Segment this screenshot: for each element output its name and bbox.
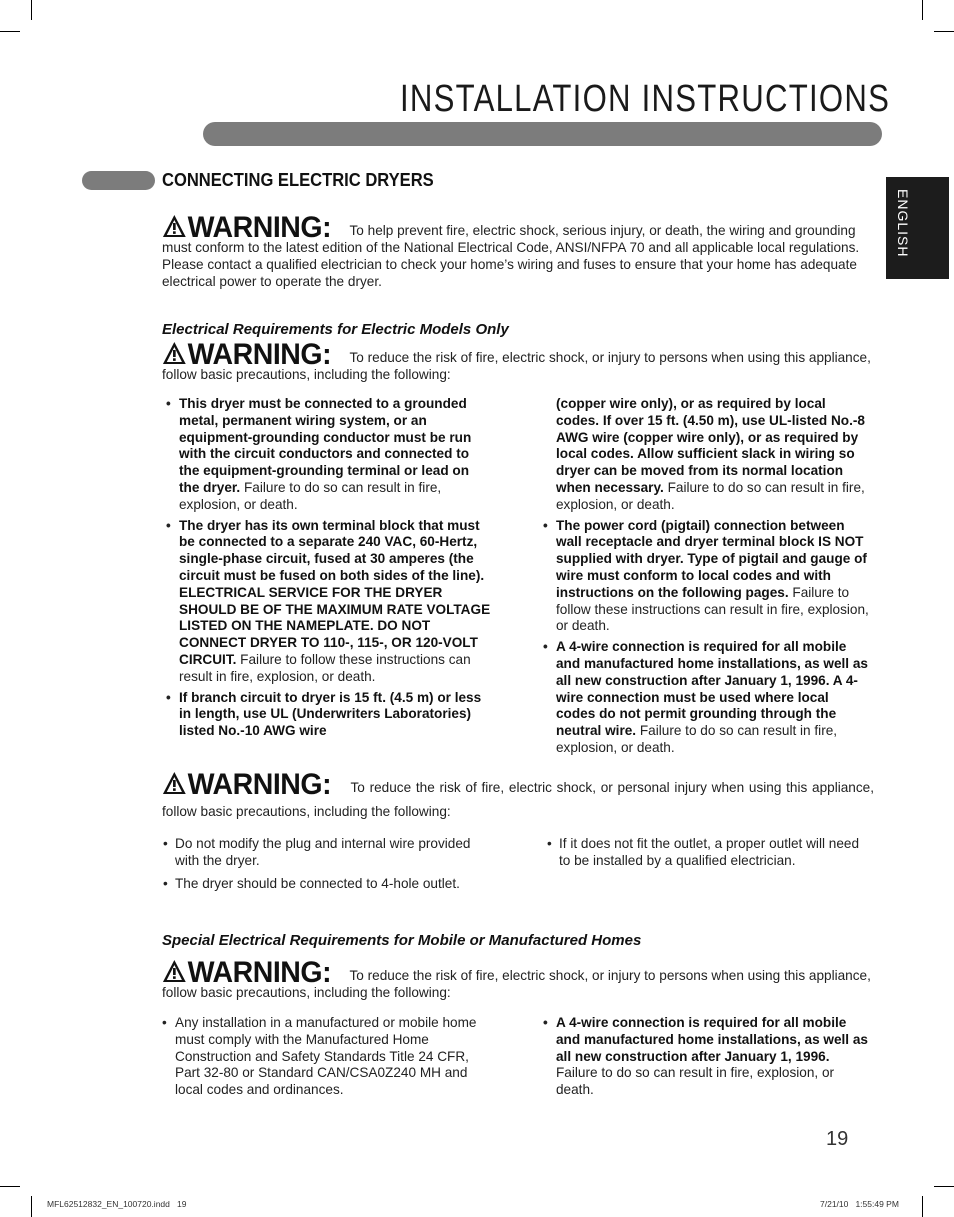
warning-block-1 [162,211,874,290]
section-heading: CONNECTING ELECTRIC DRYERS [162,170,434,190]
warning-text: To help prevent fire, electric shock, serious injury, or death, the wiring and grounding must conform to the latest edition of the National Electrical Code, ANSI/NFPA 70 and all applicable local regulations. Please contact a qualified electrician to check your home’s wiring and fuses to ensure that your home has adequate electrical power to operate the dryer. [162,223,860,289]
list-item: • If it does not fit the outlet, a proper outlet will need to be installed by a qualified electrician. [547,836,859,868]
list-item: • If branch circuit to dryer is 15 ft. (4.5 m) or less in length, use UL (Underwriters Laboratories) listed No.-10 AWG wire [166,689,482,739]
crop-mark [922,0,923,20]
footer-timestamp: 7/21/10 1:55:49 PM [820,1199,899,1209]
warning-heading: WARNING: [162,214,331,238]
list-item: • The power cord (pigtail) connection between wall receptacle and dryer terminal block IS NOT supplied with dryer. Type of pigtail and gauge of wire must conform to local codes and with instructions on the following pages. Failure to follow these instructions can result in fire, explosion, or death. [543,517,869,634]
warning-text: To reduce the risk of fire, electric shock, or injury to persons when using this appliance, follow basic precautions, including the following: [162,350,871,382]
list-item-continued: (copper wire only), or as required by local codes. If over 15 ft. (4.50 m), use UL-listed No.-8 AWG wire (copper wire only), or as required by local codes. Allow sufficient slack in wiring so dryer can be moved from its normal location when necessary. Failure to do so can result in fire, explosion, or death. [556,396,865,512]
list-item: • Any installation in a manufactured or mobile home must comply with the Manufactured Home Construction and Safety Standards Title 24 CFR, Part 32-80 or Standard CAN/CSA0Z240 MH and local codes and ordinances. [162,1015,477,1098]
section-pill [82,171,155,190]
warning-triangle-icon [162,341,187,365]
crop-mark [934,31,954,32]
plug-column-right [547,836,867,876]
mobile-column-right [540,1015,872,1103]
warning-text: To reduce the risk of fire, electric shock, or injury to persons when using this appliance, follow basic precautions, including the following: [162,968,871,1000]
warning-text: To reduce the risk of fire, electric shock, or personal injury when using this appliance, follow basic precautions, including the following: [162,780,874,819]
electrical-column-left [163,396,493,744]
warning-block-3 [162,768,874,824]
warning-triangle-icon [162,771,187,795]
crop-mark [0,31,20,32]
page-title: INSTALLATION INSTRUCTIONS [400,78,891,120]
crop-mark [31,1196,32,1217]
crop-mark [31,0,32,20]
warning-heading: WARNING: [162,771,331,797]
crop-mark [934,1186,954,1187]
subheading-mobile: Special Electrical Requirements for Mobile or Manufactured Homes [162,932,642,949]
list-item: • A 4-wire connection is required for all mobile and manufactured home installations, as well as all new construction after January 1, 1996. A 4-wire connection must be used where local codes do not permit grounding through the neutral wire. Failure to do so can result in fire, explosion, or death. [543,639,868,755]
crop-mark [922,1196,923,1217]
list-item: • This dryer must be connected to a grounded metal, permanent wiring system, or an equipment-grounding conductor must be run with the circuit conductors and connected to the equipment-grounding terminal or lead on the dryer. Failure to do so can result in fire, explosion, or death. [166,396,472,512]
warning-block-4 [162,956,874,1001]
footer-file-name: MFL62512832_EN_100720.indd 19 [47,1199,187,1209]
list-item: • The dryer should be connected to 4-hole outlet. [163,875,460,891]
title-bar [203,122,882,146]
list-item: • A 4-wire connection is required for all mobile and manufactured home installations, as well as all new construction after January 1, 1996. Failure to do so can result in fire, explosion, or death. [543,1015,868,1098]
language-tab-label: ENGLISH [895,189,911,258]
warning-triangle-icon [162,959,187,983]
plug-column-left [163,836,493,898]
page-number: 19 [826,1128,849,1150]
warning-block-2 [162,338,874,383]
list-item: • Do not modify the plug and internal wire provided with the dryer. [163,836,471,868]
warning-heading: WARNING: [162,959,331,983]
electrical-column-right [540,396,870,761]
language-tab [886,177,949,279]
list-item: • The dryer has its own terminal block that must be connected to a separate 240 VAC, 60-Hertz, single-phase circuit, fused at 30 amperes (the circuit must be fused on both sides of the line). ELECTRICAL SERVICE FOR THE DRYER SHOULD BE OF THE MAXIMUM RATE VOLTAGE LISTED ON THE NAMEPLATE. DO NOT CONNECT DRYER TO 110-, 115-, OR 120-VOLT CIRCUIT. Failure to follow these instructions can result in fire, explosion, or death. [166,517,491,684]
mobile-column-left [159,1015,494,1103]
warning-heading: WARNING: [162,341,331,365]
subheading-electrical: Electrical Requirements for Electric Models Only [162,321,509,338]
crop-mark [0,1186,20,1187]
warning-triangle-icon [162,214,187,238]
